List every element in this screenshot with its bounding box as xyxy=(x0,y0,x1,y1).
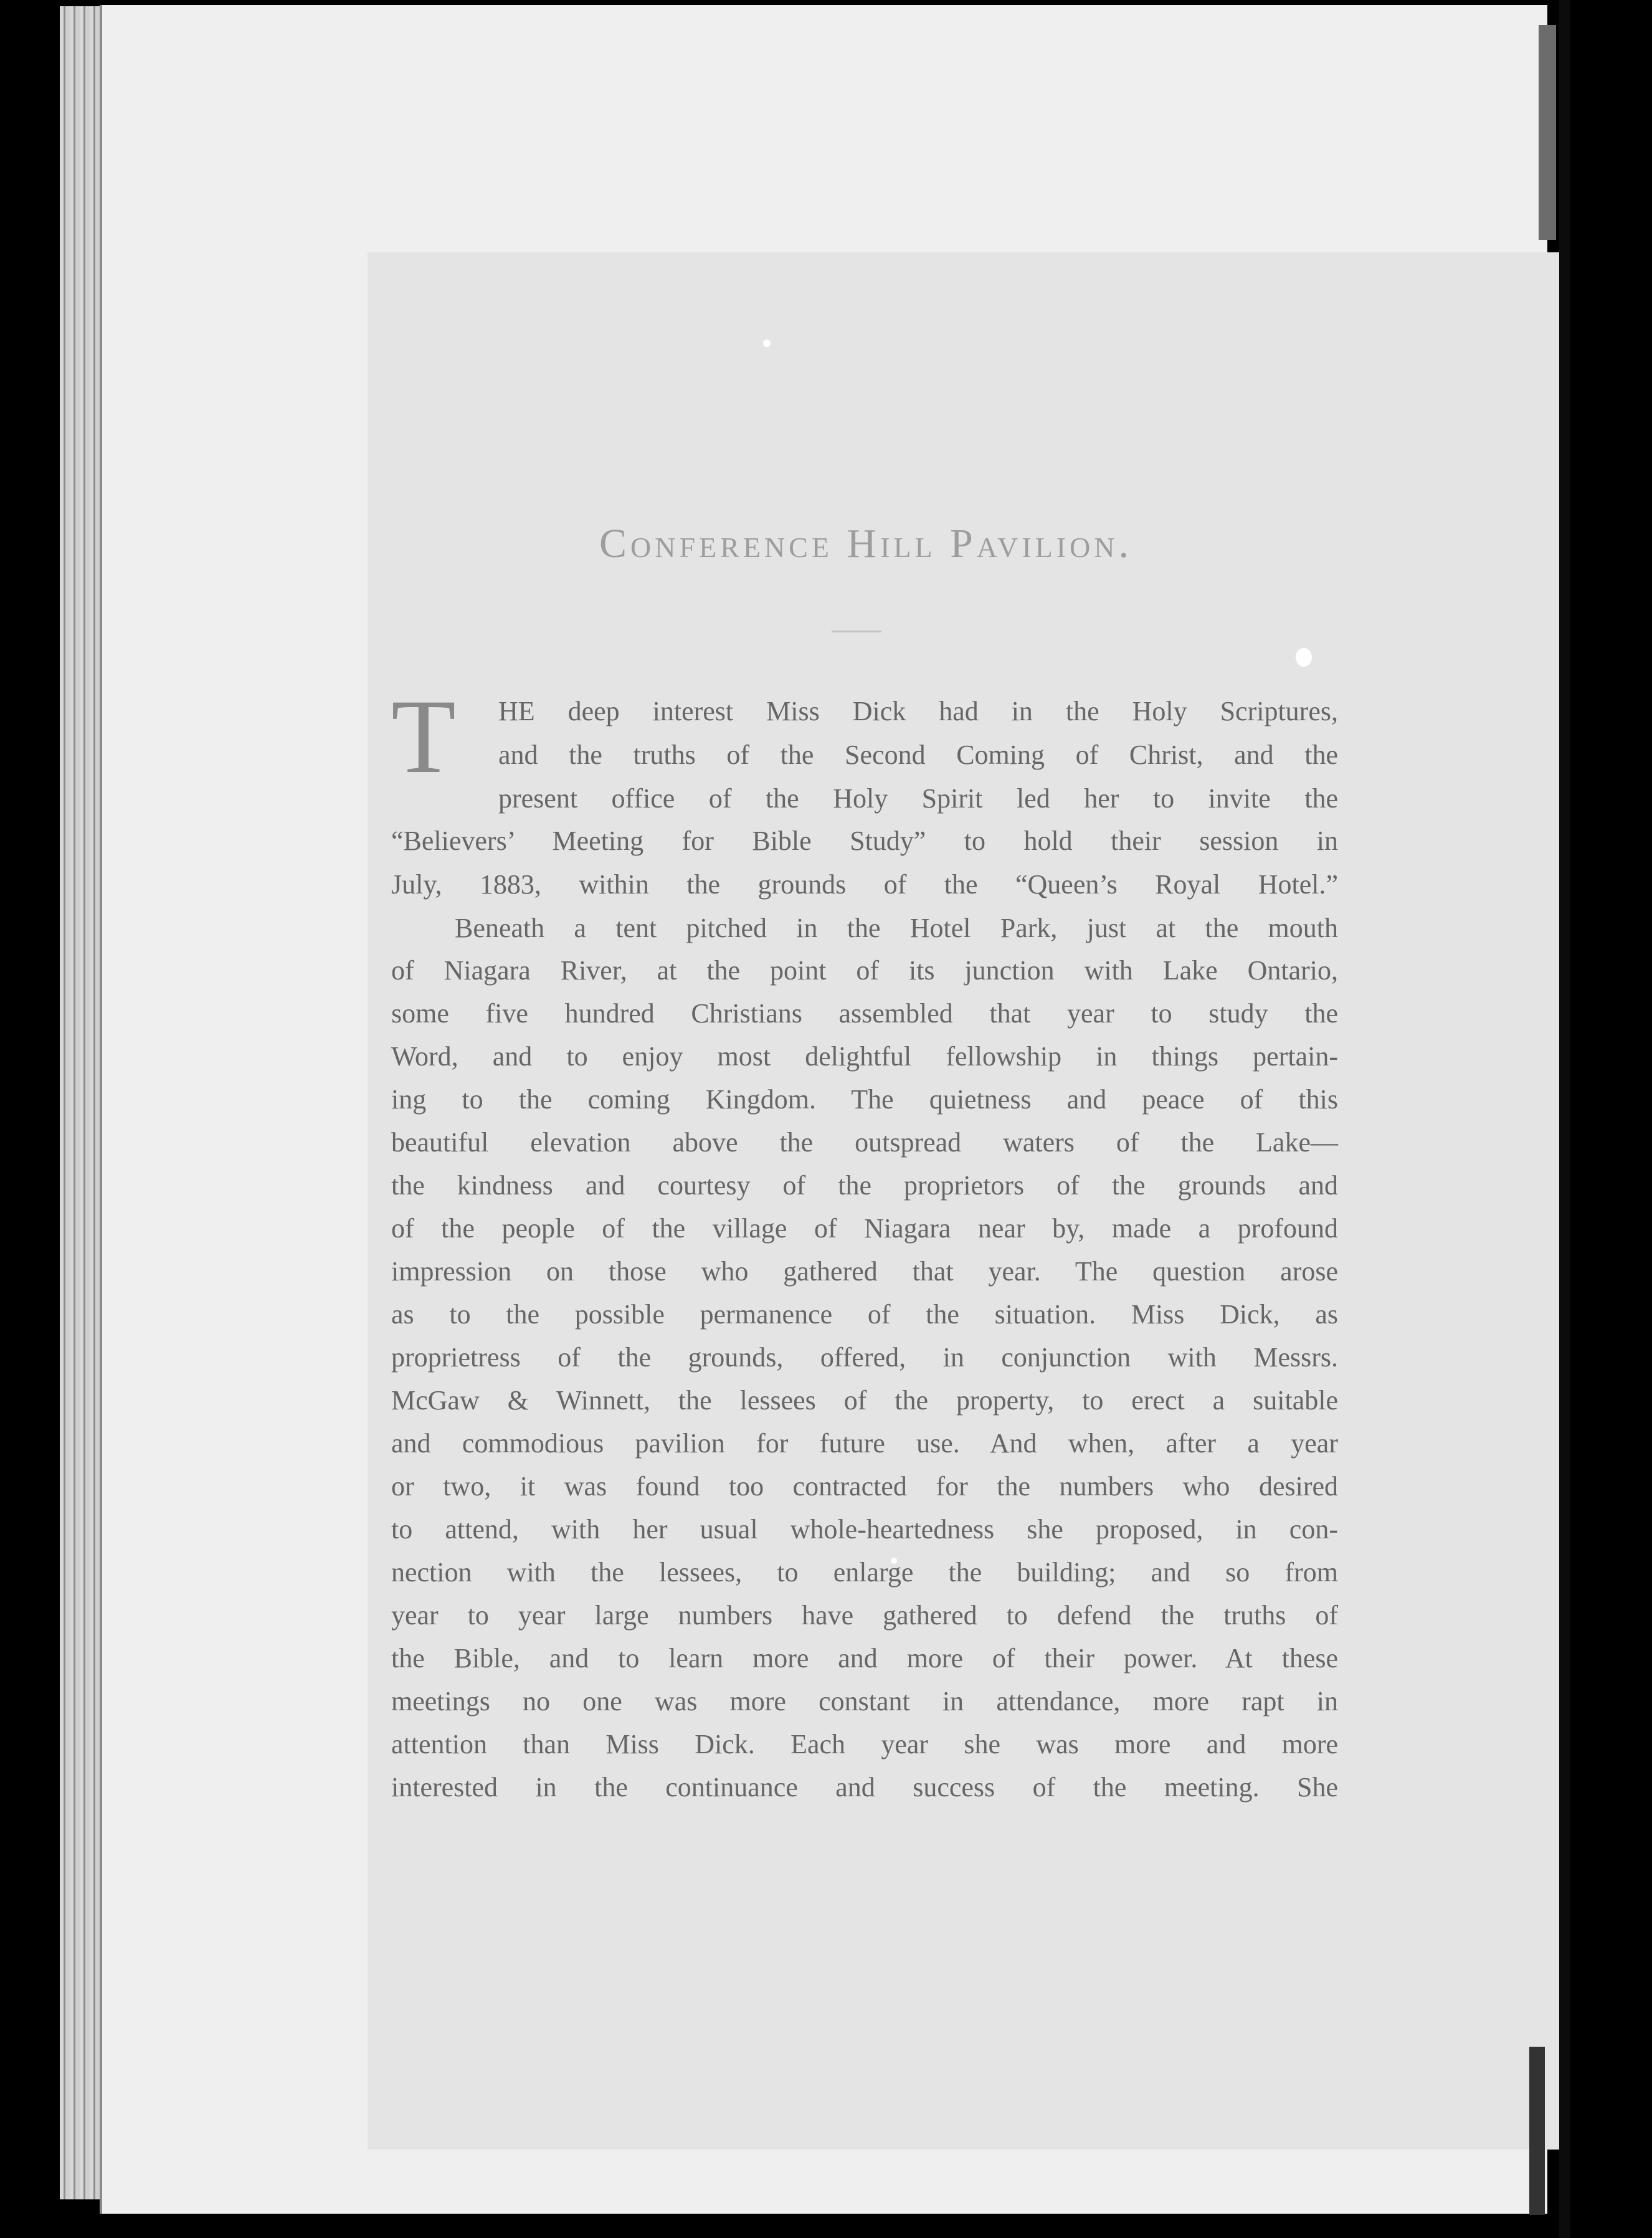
text-line: year to year large numbers have gathered to defend the truths of xyxy=(391,1600,1338,1631)
text-line: interested in the continuance and success of the meeting. She xyxy=(391,1772,1338,1802)
right-binding-tab-bottom xyxy=(1529,2047,1545,2215)
text-line: some five hundred Christians assembled that year to study the xyxy=(391,998,1338,1029)
text-line: present office of the Holy Spirit led her to invite the xyxy=(498,783,1338,814)
text-line: impression on those who gathered that year. The question arose xyxy=(391,1256,1338,1287)
right-binding-tab-top xyxy=(1539,25,1556,240)
scan-speck xyxy=(763,340,771,347)
text-line: of the people of the village of Niagara near by, made a profound xyxy=(391,1213,1338,1244)
text-line: ing to the coming Kingdom. The quietness and peace of this xyxy=(391,1084,1338,1115)
text-line: HE deep interest Miss Dick had in the Holy Scriptures, xyxy=(498,696,1338,726)
text-line: McGaw & Winnett, the lessees of the property, to erect a suitable xyxy=(391,1385,1338,1416)
drop-cap: T xyxy=(391,678,456,795)
text-line: nection with the lessees, to enlarge the building; and so from xyxy=(391,1557,1338,1588)
text-line: the Bible, and to learn more and more of their power. At these xyxy=(391,1643,1338,1674)
text-line: Word, and to enjoy most delightful fellowship in things pertain- xyxy=(391,1041,1338,1072)
text-line: attention than Miss Dick. Each year she was more and more xyxy=(391,1729,1338,1759)
text-line: of Niagara River, at the point of its junction with Lake Ontario, xyxy=(391,955,1338,986)
text-line: proprietress of the grounds, offered, in conjunction with Messrs. xyxy=(391,1342,1338,1373)
text-line: “Believers’ Meeting for Bible Study” to hold their session in xyxy=(391,826,1338,856)
text-line: meetings no one was more constant in attendance, more rapt in xyxy=(391,1686,1338,1717)
right-edge-stripe xyxy=(1559,0,1570,2238)
text-line: the kindness and courtesy of the proprietors of the grounds and xyxy=(391,1170,1338,1201)
book-edge-strips xyxy=(60,6,103,2199)
title-rule xyxy=(832,631,881,632)
text-line: July, 1883, within the grounds of the “Queen’s Royal Hotel.” xyxy=(391,869,1338,900)
right-black-margin xyxy=(1570,0,1652,2238)
text-line: and the truths of the Second Coming of Christ, and the xyxy=(498,740,1338,770)
page-title: Conference Hill Pavilion. xyxy=(599,521,1132,566)
text-line: or two, it was found too contracted for the numbers who desired xyxy=(391,1471,1338,1502)
text-line: and commodious pavilion for future use. And when, after a year xyxy=(391,1428,1338,1459)
text-line: to attend, with her usual whole-heartedness she proposed, in con- xyxy=(391,1514,1338,1545)
text-line: beautiful elevation above the outspread waters of the Lake— xyxy=(391,1127,1338,1158)
text-line: as to the possible permanence of the situation. Miss Dick, as xyxy=(391,1299,1338,1330)
scan-speck xyxy=(1296,648,1312,667)
text-line: Beneath a tent pitched in the Hotel Park, just at the mouth xyxy=(455,913,1338,943)
